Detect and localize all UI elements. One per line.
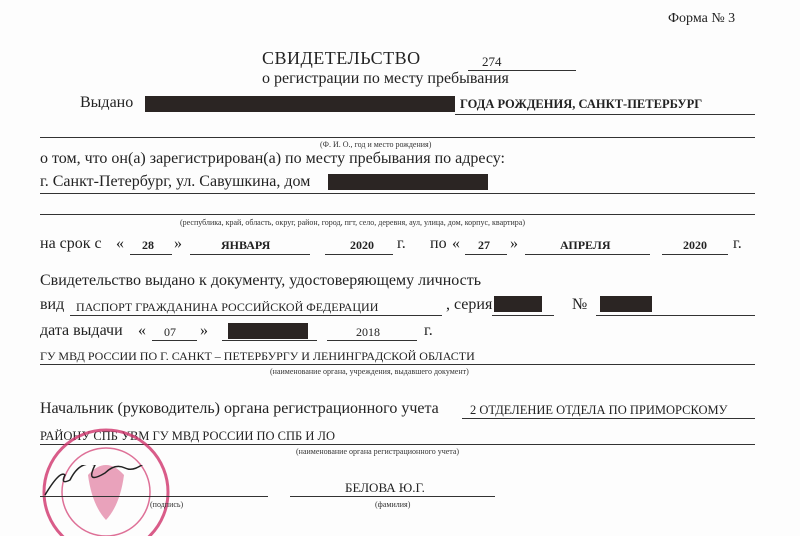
redacted-number <box>600 296 652 312</box>
reg-office-line1: 2 ОТДЕЛЕНИЕ ОТДЕЛА ПО ПРИМОРСКОМУ <box>470 403 728 417</box>
series-label: , серия <box>446 296 493 313</box>
quote: « <box>116 235 124 252</box>
term-label: на срок с <box>40 235 102 252</box>
year-suffix: г. <box>397 235 406 252</box>
issued-label: Выдано <box>80 94 134 111</box>
doc-type: ПАСПОРТ ГРАЖДАНИНА РОССИЙСКОЙ ФЕДЕРАЦИИ <box>76 300 379 314</box>
issue-day: 07 <box>164 325 176 339</box>
doc-type-label: вид <box>40 296 65 313</box>
redacted-series <box>494 296 542 312</box>
issuer: ГУ МВД РОССИИ ПО Г. САНКТ – ПЕТЕРБУРГУ И ЛЕНИНГРАДСКОЙ ОБЛАСТИ <box>40 349 475 363</box>
to-month: АПРЕЛЯ <box>560 238 611 252</box>
quote: « <box>138 322 146 339</box>
form-number: Форма № 3 <box>668 11 736 26</box>
subtitle: о регистрации по месту пребывания <box>262 70 509 87</box>
year-suffix: г. <box>733 235 742 252</box>
from-month: ЯНВАРЯ <box>221 238 271 252</box>
quote: » <box>510 235 518 252</box>
caption-address: (республика, край, область, округ, район, город, пгт, село, деревня, аул, улица, дом, корпус, квартира) <box>180 218 526 227</box>
caption-surname: (фамилия) <box>375 500 411 509</box>
registered-text: о том, что он(а) зарегистрирован(а) по месту пребывания по адресу: <box>40 150 505 167</box>
year-suffix: г. <box>424 322 433 339</box>
redacted-house <box>328 174 488 190</box>
redacted-month <box>228 323 308 339</box>
redacted-name <box>145 96 455 112</box>
quote: « <box>452 235 460 252</box>
to-day: 27 <box>478 238 490 252</box>
certificate-number: 274 <box>482 54 502 69</box>
caption-fio: (Ф. И. О., год и место рождения) <box>320 140 432 149</box>
from-day: 28 <box>142 238 154 252</box>
head-label: Начальник (руководитель) органа регистрационного учета <box>40 400 439 417</box>
caption-issuer: (наименование органа, учреждения, выдавшего документ) <box>270 367 469 376</box>
caption-signature: (подпись) <box>150 500 184 509</box>
to-year: 2020 <box>683 238 707 252</box>
caption-reg-office: (наименование органа регистрационного учета) <box>296 447 460 456</box>
from-year: 2020 <box>350 238 374 252</box>
issued-value: ГОДА РОЖДЕНИЯ, САНКТ-ПЕТЕРБУРГ <box>460 97 703 111</box>
document-text: Свидетельство выдано к документу, удостоверяющему личность <box>40 272 482 289</box>
signature <box>40 465 180 500</box>
issue-date-label: дата выдачи <box>40 322 123 339</box>
reg-office-line2: РАЙОНУ СПБ УВМ ГУ МВД РОССИИ ПО СПБ И ЛО <box>40 429 336 443</box>
issue-year: 2018 <box>356 325 380 339</box>
official-name: БЕЛОВА Ю.Г. <box>345 480 425 495</box>
quote: » <box>200 322 208 339</box>
to-label: по <box>430 235 447 252</box>
title: СВИДЕТЕЛЬСТВО <box>262 48 421 68</box>
number-label: № <box>572 296 588 313</box>
address: г. Санкт-Петербург, ул. Савушкина, дом <box>40 173 311 190</box>
quote: » <box>174 235 182 252</box>
